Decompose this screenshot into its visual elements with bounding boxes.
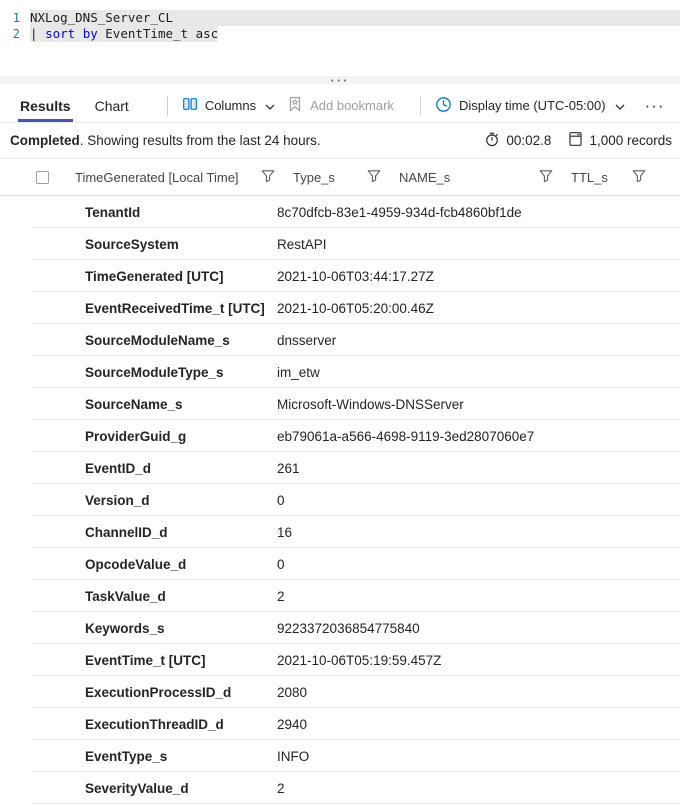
detail-value: Microsoft-Windows-DNSServer (277, 396, 464, 412)
detail-value: dnsserver (277, 332, 337, 348)
filter-funnel-icon[interactable] (539, 169, 553, 186)
column-header[interactable] (285, 159, 391, 195)
display-time-button[interactable] (435, 96, 625, 116)
column-header[interactable] (75, 159, 285, 195)
detail-value: 2021-10-06T05:20:00.46Z (277, 300, 434, 316)
detail-value: 261 (277, 460, 300, 476)
detail-key: EventID_d (85, 460, 152, 476)
record-count (568, 131, 672, 150)
tab-chart[interactable]: Chart (94, 97, 129, 114)
detail-key: OpcodeValue_d (85, 556, 187, 572)
columns-button[interactable] (182, 96, 275, 115)
detail-row[interactable] (0, 260, 680, 292)
chevron-down-icon (265, 98, 275, 113)
detail-row[interactable] (0, 772, 680, 804)
detail-value: im_etw (277, 364, 320, 380)
detail-key: ProviderGuid_g (85, 428, 187, 444)
detail-value: RestAPI (277, 236, 327, 252)
detail-row[interactable] (0, 676, 680, 708)
detail-key: TaskValue_d (85, 588, 166, 604)
detail-row[interactable] (0, 644, 680, 676)
detail-value: 0 (277, 556, 285, 572)
query-line-1[interactable] (0, 10, 680, 26)
elapsed-time (484, 131, 551, 150)
status-text (10, 133, 484, 148)
more-options-button[interactable]: ··· (644, 95, 665, 115)
detail-key: ExecutionProcessID_d (85, 684, 232, 700)
query-editor[interactable] (0, 0, 680, 76)
column-header-label: TimeGenerated [Local Time] (75, 169, 239, 185)
detail-value: 8c70dfcb-83e1-4959-934d-fcb4860bf1de (277, 204, 522, 220)
detail-value: 2940 (277, 716, 308, 732)
splitter-grip-dots-icon: ··· (330, 72, 350, 88)
detail-key: Version_d (85, 492, 150, 508)
detail-value: 2 (277, 588, 285, 604)
columns-icon (182, 96, 198, 115)
detail-key: ChannelID_d (85, 524, 168, 540)
detail-row[interactable] (0, 708, 680, 740)
column-header-label: Type_s (293, 169, 335, 185)
detail-key: ExecutionThreadID_d (85, 716, 224, 732)
detail-row[interactable] (0, 548, 680, 580)
kql-keyword: sort by (45, 26, 98, 41)
detail-value: 0 (277, 492, 285, 508)
status-state: Completed (10, 133, 80, 148)
detail-key: TimeGenerated [UTC] (85, 268, 224, 284)
filter-funnel-icon[interactable] (261, 169, 275, 186)
filter-funnel-icon[interactable] (632, 169, 646, 186)
tab-results[interactable]: Results (20, 89, 71, 122)
results-toolbar (0, 89, 680, 123)
detail-key: TenantId (85, 204, 141, 220)
detail-row[interactable] (0, 388, 680, 420)
detail-value: 2080 (277, 684, 308, 700)
record-count-value: 1,000 records (589, 133, 672, 148)
detail-key: Keywords_s (85, 620, 165, 636)
toolbar-divider (420, 96, 421, 116)
detail-key: SourceSystem (85, 236, 179, 252)
detail-value: 9223372036854775840 (277, 620, 420, 636)
detail-row[interactable] (0, 324, 680, 356)
detail-row[interactable] (0, 196, 680, 228)
results-grid-header (0, 159, 680, 196)
column-header-label: TTL_s (571, 169, 608, 185)
detail-row[interactable] (0, 228, 680, 260)
detail-key: SourceName_s (85, 396, 183, 412)
bookmark-star-icon (287, 96, 303, 115)
detail-key: EventType_s (85, 748, 168, 764)
detail-value: 2 (277, 780, 285, 796)
detail-key: SeverityValue_d (85, 780, 189, 796)
chevron-down-icon (615, 98, 625, 113)
detail-key: SourceModuleType_s (85, 364, 224, 380)
detail-key: SourceModuleName_s (85, 332, 230, 348)
detail-row[interactable] (0, 740, 680, 772)
detail-value: eb79061a-a566-4698-9119-3ed2807060e7 (277, 428, 535, 444)
line-number: 2 (12, 27, 20, 41)
stopwatch-icon (484, 131, 500, 150)
expanded-row-details (0, 196, 680, 804)
records-icon (568, 131, 583, 150)
status-message: . Showing results from the last 24 hours. (79, 133, 321, 148)
line-number: 1 (12, 11, 20, 25)
detail-key: EventTime_t [UTC] (85, 652, 206, 668)
clock-icon (435, 96, 452, 116)
detail-row[interactable] (0, 356, 680, 388)
detail-row[interactable] (0, 452, 680, 484)
detail-row[interactable] (0, 484, 680, 516)
query-text-line-2: | sort by EventTime_t asc (30, 26, 219, 41)
detail-value: 2021-10-06T03:44:17.27Z (277, 268, 434, 284)
toolbar-divider (167, 96, 168, 116)
column-header[interactable] (656, 159, 680, 195)
detail-row[interactable] (0, 292, 680, 324)
detail-value: 2021-10-06T05:19:59.457Z (277, 652, 442, 668)
detail-row[interactable] (0, 580, 680, 612)
query-line-2[interactable] (0, 26, 680, 42)
elapsed-time-value: 00:02.8 (506, 133, 552, 148)
add-bookmark-label: Add bookmark (310, 98, 394, 113)
detail-value: INFO (277, 748, 310, 764)
pane-splitter-handle[interactable] (0, 72, 680, 88)
detail-row[interactable] (0, 516, 680, 548)
detail-value: 16 (277, 524, 293, 540)
detail-row[interactable] (0, 420, 680, 452)
query-status-bar (0, 123, 680, 159)
query-text-line-1: NXLog_DNS_Server_CL (30, 10, 680, 26)
column-header[interactable] (563, 159, 656, 195)
column-header[interactable] (391, 159, 563, 195)
column-header-label: NAME_s (399, 169, 451, 185)
filter-funnel-icon[interactable] (367, 169, 381, 186)
add-bookmark-button[interactable] (287, 96, 394, 115)
display-time-label: Display time (UTC-05:00) (458, 98, 606, 113)
select-all-checkbox[interactable] (36, 171, 49, 184)
detail-key: EventReceivedTime_t [UTC] (85, 300, 265, 316)
detail-row[interactable] (0, 612, 680, 644)
columns-label: Columns (204, 98, 257, 113)
